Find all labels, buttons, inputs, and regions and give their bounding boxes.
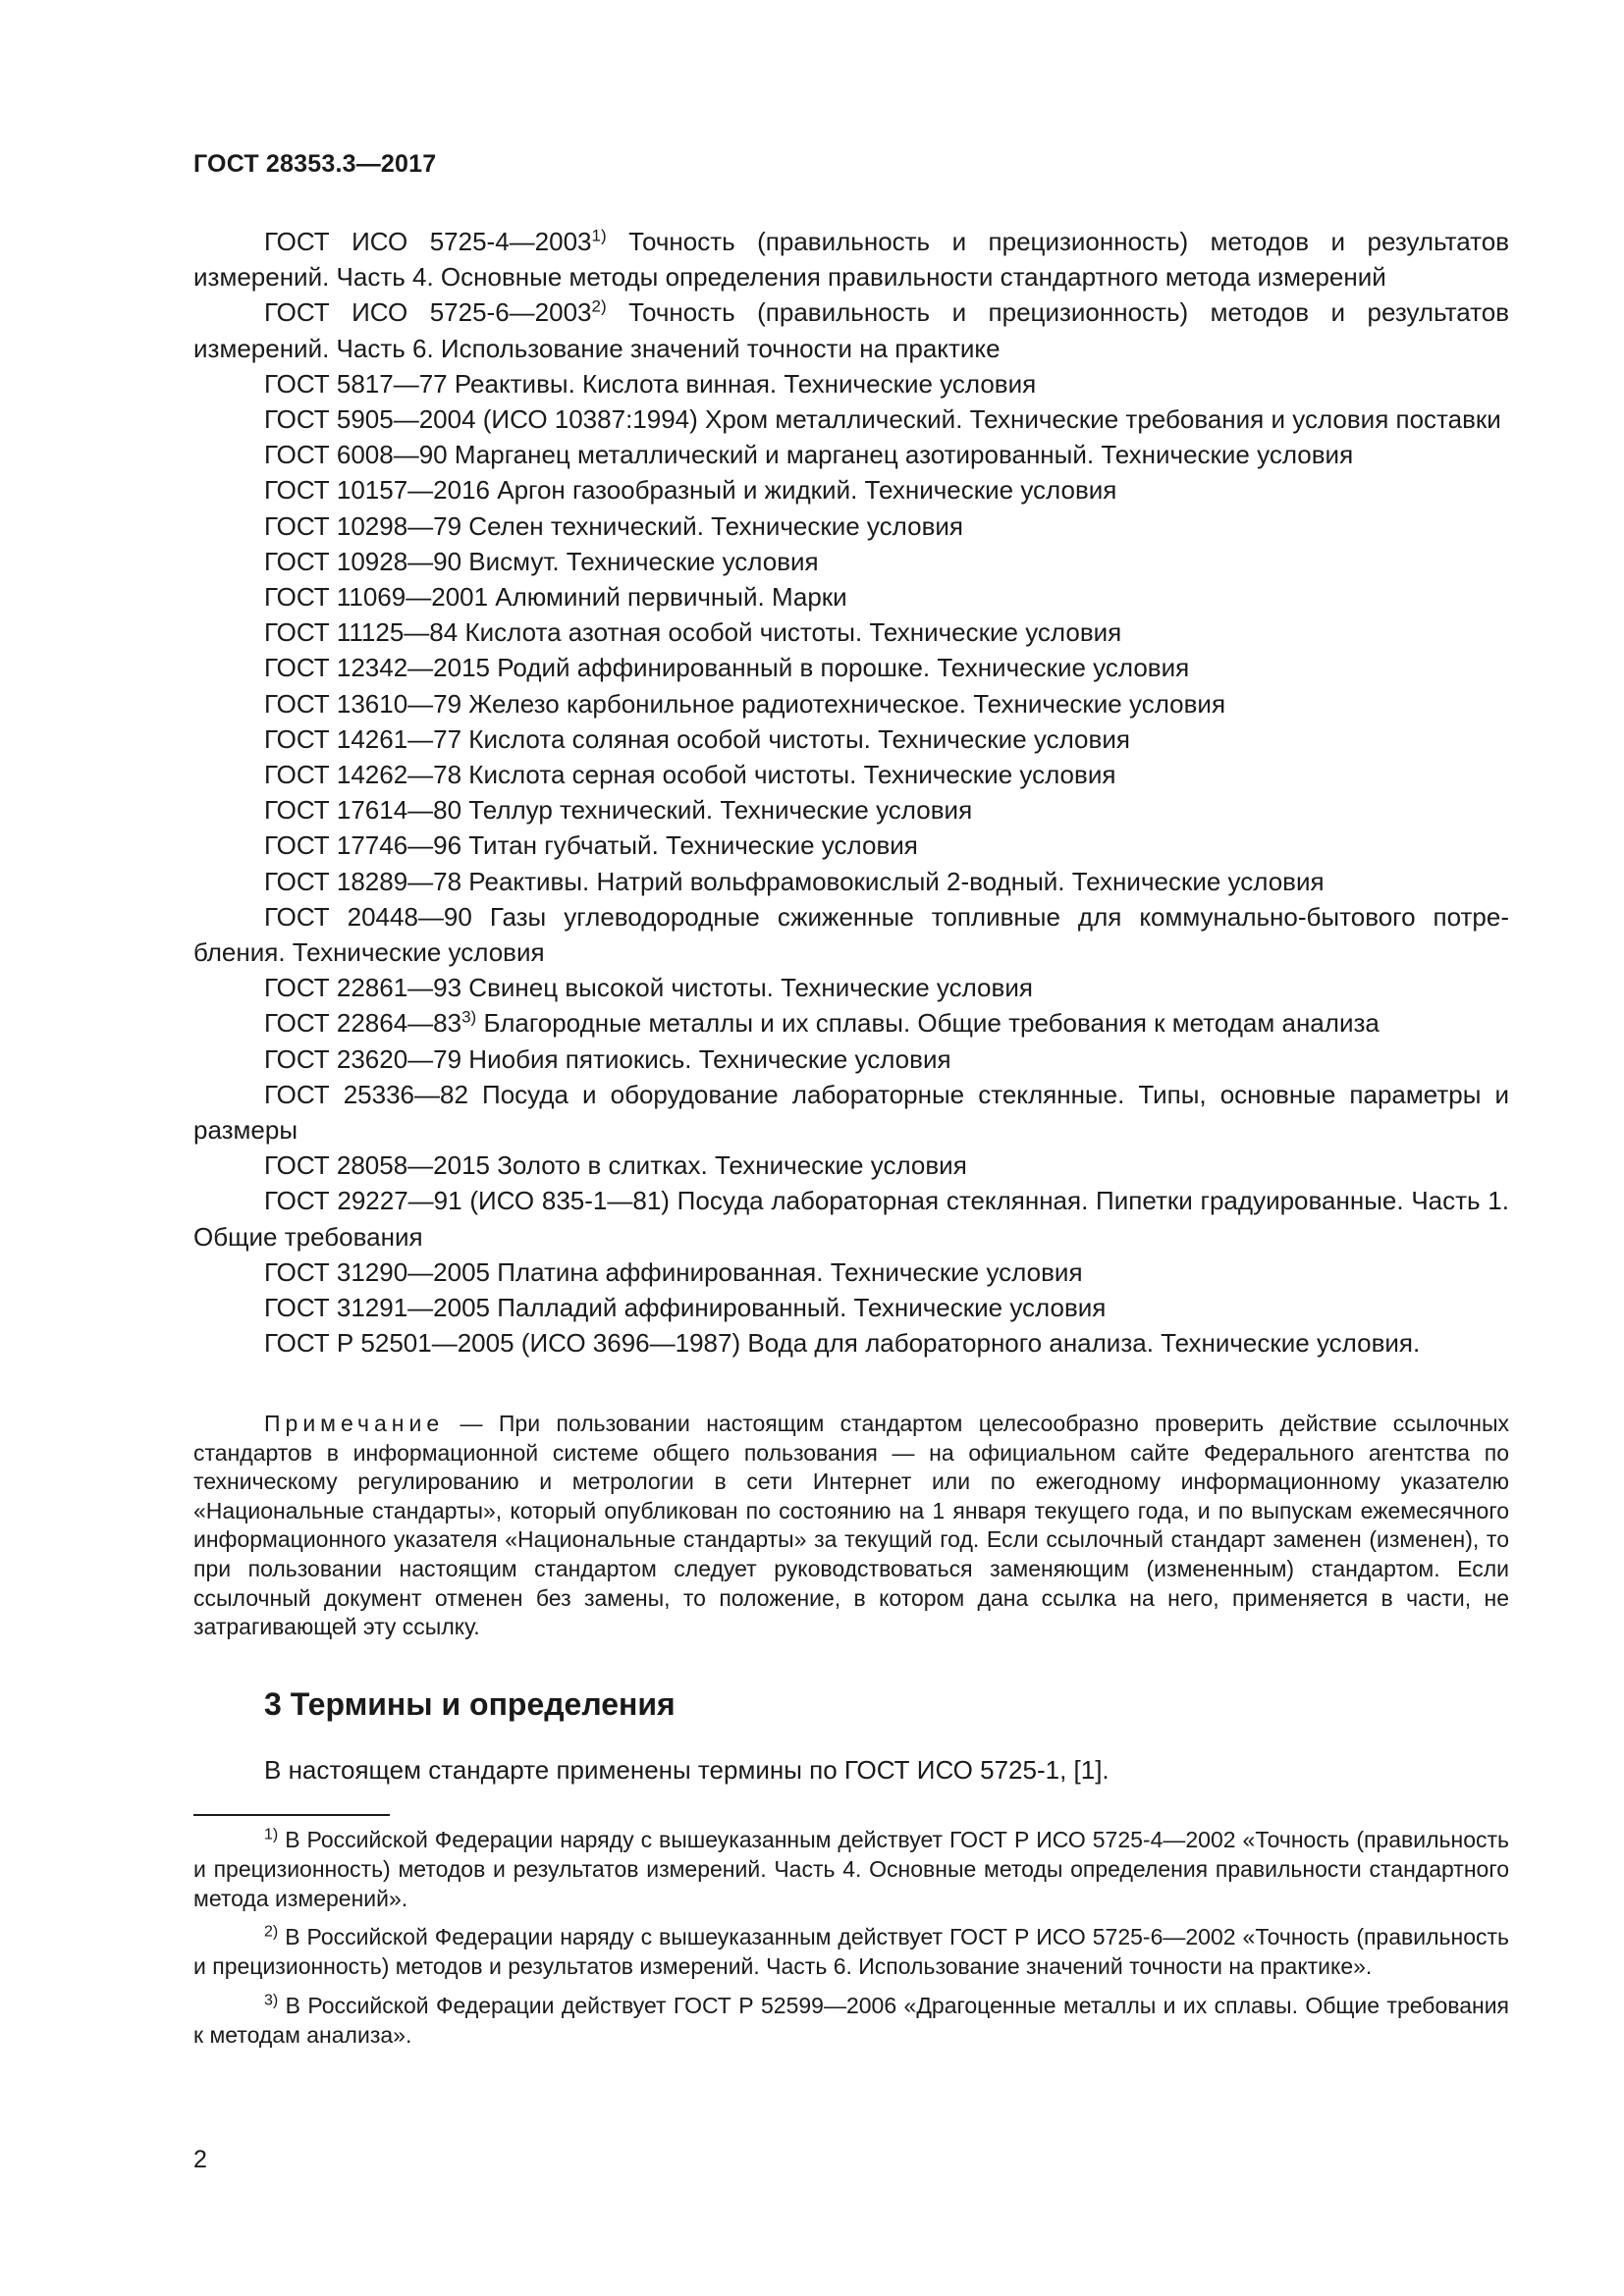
note-text: — При пользовании настоящим стандартом целесообразно проверить действие ссылочных стандартов в информационной системе общего пользования — на официальном сайте Федерального агентства по техническому регулированию и метрологии в сети Интернет или по ежегодному информационному указателю «Национальные стандарты», который опубликован по состоянию на 1 января текущего года, и по выпускам ежемесячного информационного указателя «Национальные стандарты» за текущий год. Если ссылочный стандарт заменен (изменен), то при пользовании настоящим стандартом следует руководствоваться заменяющим (измененным) стандартом. Если ссылочный документ отменен без замены, то положение, в котором дана ссылка на него, применяется в части, не затрагивающей эту ссылку. xyxy=(193,1411,1509,1640)
reference-item: ГОСТ 10157—2016 Аргон газообразный и жидкий. Технические условия xyxy=(264,475,1117,506)
reference-item: ГОСТ 11125—84 Кислота азотная особой чистоты. Технические условия xyxy=(264,617,1122,648)
reference-item: ГОСТ 25336—82 Посуда и оборудование лабораторные стеклянные. Типы, основные параметры и размеры xyxy=(193,1079,1509,1146)
document-code-header: ГОСТ 28353.3—2017 xyxy=(193,150,437,178)
footnote-item xyxy=(193,1923,1509,1982)
page-number: 2 xyxy=(193,2146,207,2173)
section-heading: 3 Термины и определения xyxy=(264,1686,676,1722)
reference-item: ГОСТ 13610—79 Железо карбонильное радиотехническое. Технические условия xyxy=(264,688,1226,719)
footnote-item xyxy=(193,1992,1509,2051)
footnote-divider xyxy=(193,1814,390,1816)
reference-item: ГОСТ 22861—93 Свинец высокой чистоты. Технические условия xyxy=(264,973,1033,1003)
reference-item: ГОСТ 10298—79 Селен технический. Технические условия xyxy=(264,510,963,541)
footnote-mark: 3) xyxy=(264,1992,279,2009)
reference-item: ГОСТ Р 52501—2005 (ИСО 3696—1987) Вода для лабораторного анализа. Технические условия. xyxy=(264,1328,1421,1359)
footnote-text: В Российской Федерации наряду с вышеуказанным действует ГОСТ Р ИСО 5725-6—2002 «Точность (правильность и прецизионность) методов и результатов измерений. Часть 6. Использование значений точности на практике». xyxy=(193,1924,1509,1980)
reference-item: ГОСТ 17614—80 Теллур технический. Технические условия xyxy=(264,795,973,826)
footnote-mark: 3) xyxy=(461,1007,477,1027)
footnotes-block xyxy=(193,1826,1509,2060)
reference-item: ГОСТ 23620—79 Ниобия пятиокись. Технические условия xyxy=(264,1043,951,1074)
reference-item: ГОСТ 14261—77 Кислота соляная особой чистоты. Технические условия xyxy=(264,723,1130,754)
footnote-mark: 2) xyxy=(591,296,607,316)
reference-item: ГОСТ 12342—2015 Родий аффинированный в порошке. Технические условия xyxy=(264,653,1190,683)
reference-item: ГОСТ 18289—78 Реактивы. Натрий вольфрамовокислый 2-водный. Технические условия xyxy=(264,866,1325,896)
normative-references-list xyxy=(193,224,1509,1362)
reference-item: ГОСТ 6008—90 Марганец металлический и марганец азотированный. Технические условия xyxy=(264,440,1354,470)
reference-title: Благородные металлы и их сплавы. Общие требования к методам анализа xyxy=(476,1008,1380,1039)
footnote-item xyxy=(193,1826,1509,1913)
reference-title: Точность (правильность и прецизионность) методов и результатов измерений. Часть 4. Основные методы определения правильности стандартного метода измерений xyxy=(193,227,1510,293)
reference-item: ГОСТ 31291—2005 Палладий аффинированный. Технические условия xyxy=(264,1293,1107,1323)
footnote-mark: 2) xyxy=(264,1923,279,1941)
reference-item xyxy=(193,294,1509,365)
reference-item: ГОСТ 29227—91 (ИСО 835-1—81) Посуда лабораторная стеклянная. Пипетки градуированные. Часть 1. Общие требования xyxy=(193,1186,1509,1252)
reference-item: ГОСТ 5905—2004 (ИСО 10387:1994) Хром металлический. Технические требования и условия поставки xyxy=(264,404,1501,435)
footnote-text: В Российской Федерации действует ГОСТ Р 52599—2006 «Драгоценные металлы и их сплавы. Общие требования к методам анализа». xyxy=(193,1992,1509,2048)
reference-item xyxy=(193,224,1509,294)
reference-item: ГОСТ 5817—77 Реактивы. Кислота винная. Технические условия xyxy=(264,368,1037,399)
reference-code: ГОСТ ИСО 5725-6—2003 xyxy=(264,297,592,328)
reference-item: ГОСТ 17746—96 Титан губчатый. Технические условия xyxy=(264,830,918,861)
footnote-mark: 1) xyxy=(591,226,607,245)
note-label: Примечание xyxy=(264,1411,445,1436)
footnote-text: В Российской Федерации наряду с вышеуказанным действует ГОСТ Р ИСО 5725-4—2002 «Точность (правильность и прецизионность) методов и результатов измерений. Часть 4. Основные методы определения правильности стандартного метода измерений». xyxy=(193,1827,1509,1911)
reference-item: ГОСТ 28058—2015 Золото в слитках. Технические условия xyxy=(264,1150,967,1181)
reference-item: ГОСТ 11069—2001 Алюминий первичный. Марки xyxy=(264,582,847,613)
reference-item: ГОСТ 20448—90 Газы углеводородные сжиженные топливные для коммунально-бытового потре-бления. Технические условия xyxy=(193,901,1509,968)
reference-item: ГОСТ 31290—2005 Платина аффинированная. Технические условия xyxy=(264,1256,1083,1287)
note-paragraph xyxy=(193,1410,1509,1642)
footnote-mark: 1) xyxy=(264,1826,279,1843)
reference-code: ГОСТ 22864—83 xyxy=(264,1008,462,1039)
reference-title: Точность (правильность и прецизионность) методов и результатов измерений. Часть 6. Использование значений точности на практике xyxy=(193,297,1510,363)
reference-item xyxy=(193,1005,1509,1041)
reference-item: ГОСТ 14262—78 Кислота серная особой чистоты. Технические условия xyxy=(264,760,1116,790)
reference-code: ГОСТ ИСО 5725-4—2003 xyxy=(264,227,592,256)
reference-item: ГОСТ 10928—90 Висмут. Технические условия xyxy=(264,546,819,576)
section-paragraph: В настоящем стандарте применены термины по ГОСТ ИСО 5725-1, [1]. xyxy=(264,1755,1110,1785)
